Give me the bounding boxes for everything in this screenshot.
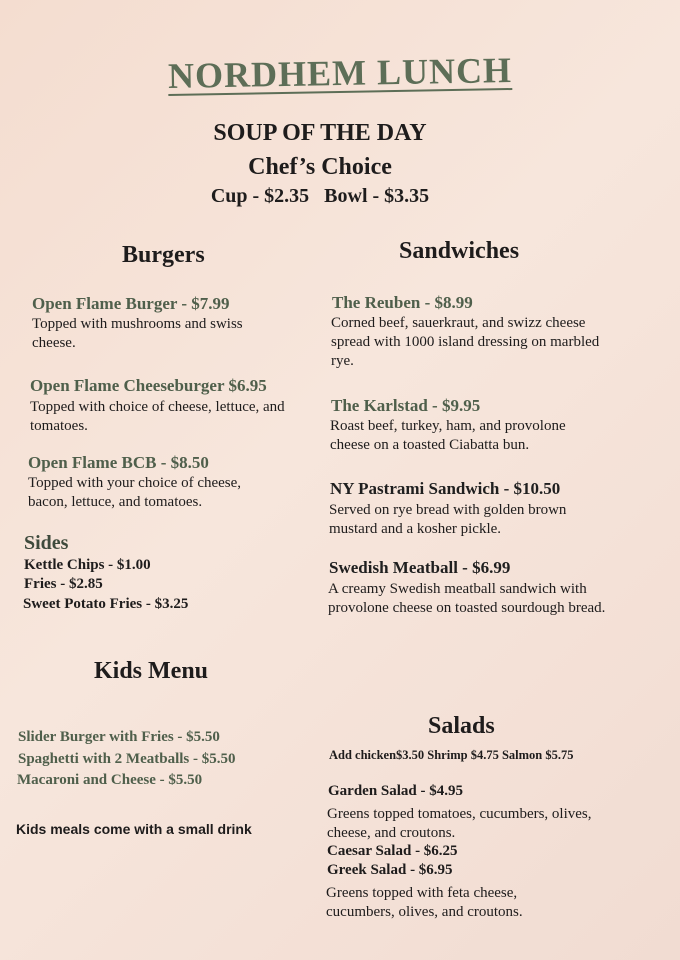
sides-heading: Sides	[24, 532, 69, 554]
sandwiches-heading: Sandwiches	[399, 238, 520, 264]
kids-item: Slider Burger with Fries - $5.50	[18, 729, 220, 745]
salads-heading: Salads	[428, 713, 495, 739]
burger-item-desc: Topped with choice of cheese, lettuce, and tomatoes.	[30, 399, 285, 434]
kids-heading: Kids Menu	[94, 658, 209, 684]
kids-item: Spaghetti with 2 Meatballs - $5.50	[18, 751, 236, 767]
menu-title: NORDHEM LUNCH	[167, 50, 513, 96]
salad-item-name: Greek Salad - $6.95	[327, 862, 453, 878]
burger-item-name: Open Flame BCB - $8.50	[28, 453, 209, 472]
salad-item-desc: Greens topped tomatoes, cucumbers, olives, cheese, and croutons.	[327, 806, 592, 841]
soup-heading: SOUP OF THE DAY	[213, 120, 427, 146]
sandwich-item-desc: Roast beef, turkey, ham, and provolone cheese on a toasted Ciabatta bun.	[330, 418, 566, 453]
soup-subheading: Chef’s Choice	[248, 154, 392, 180]
kids-item: Macaroni and Cheese - $5.50	[17, 772, 203, 788]
kids-note: Kids meals come with a small drink	[16, 821, 252, 837]
salad-item-desc: Greens topped with feta cheese, cucumbers, olives, and croutons.	[326, 885, 523, 920]
sandwich-item-desc: Served on rye bread with golden brown mustard and a kosher pickle.	[329, 502, 567, 537]
soup-prices: Cup - $2.35 Bowl - $3.35	[210, 185, 430, 207]
sandwich-item-name: Swedish Meatball - $6.99	[329, 558, 511, 577]
burger-item-name: Open Flame Cheeseburger $6.95	[30, 376, 267, 395]
side-item: Sweet Potato Fries - $3.25	[23, 596, 189, 612]
sandwich-item-name: The Karlstad - $9.95	[331, 396, 481, 415]
salad-item-name: Garden Salad - $4.95	[328, 783, 464, 799]
sandwich-item-name: The Reuben - $8.99	[332, 293, 473, 312]
burger-item-name: Open Flame Burger - $7.99	[32, 294, 230, 313]
salad-addons: Add chicken$3.50 Shrimp $4.75 Salmon $5.75	[329, 748, 574, 762]
sandwich-item-desc: Corned beef, sauerkraut, and swizz cheese spread with 1000 island dressing on marbled rye.	[331, 315, 600, 369]
sandwich-item-desc: A creamy Swedish meatball sandwich with provolone cheese on toasted sourdough bread.	[328, 581, 606, 616]
sandwich-item-name: NY Pastrami Sandwich - $10.50	[330, 479, 561, 498]
burgers-heading: Burgers	[122, 242, 205, 268]
side-item: Fries - $2.85	[24, 576, 103, 592]
burger-item-desc: Topped with mushrooms and swiss cheese.	[32, 316, 243, 351]
side-item: Kettle Chips - $1.00	[24, 557, 151, 573]
burger-item-desc: Topped with your choice of cheese, bacon, lettuce, and tomatoes.	[28, 475, 242, 510]
salad-item-name: Caesar Salad - $6.25	[327, 843, 458, 859]
